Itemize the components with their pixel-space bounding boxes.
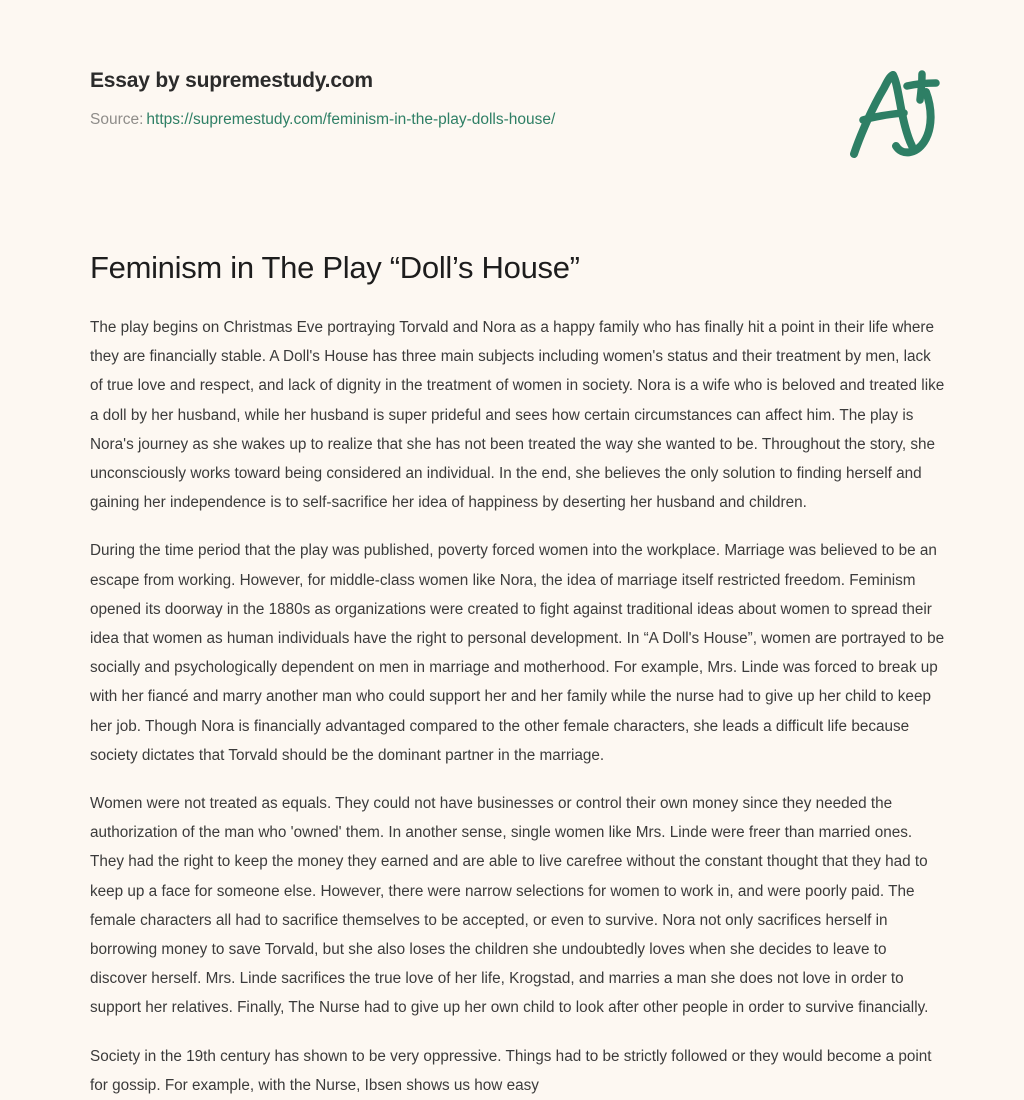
article-paragraph: During the time period that the play was published, poverty forced women into the workplace. Marriage was believed to be an escape from working. However, for middle-class women like Nora, the idea of marriage itself restricted freedom. Feminism opened its doorway in the 1880s as organizations were created to fight against traditional ideas about women to spread their idea that women as human individuals have the right to personal development. In “A Doll's House”, women are portrayed to be socially and psychologically dependent on men in marriage and motherhood. For example, Mrs. Linde was forced to break up with her fiancé and marry another man who could support her and her family while the nurse had to give up her child to keep her job. Though Nora is financially advantaged compared to the other female characters, she leads a difficult life because society dictates that Torvald should be the dominant partner in the marriage. xyxy=(90,542,945,764)
source-url-link[interactable]: https://supremestudy.com/feminism-in-the-play-dolls-house/ xyxy=(146,111,556,128)
essay-byline: Essay by supremestudy.com xyxy=(90,69,373,92)
article-paragraph: Women were not treated as equals. They could not have businesses or control their own money since they needed the authorization of the man who 'owned' them. In another sense, single women like Mrs. Linde were freer than married ones. They had the right to keep the money they earned and are able to live carefree without the constant thought that they had to keep up a face for someone else. However, there were narrow selections for women to work in, and were poorly paid. The female characters all had to sacrifice themselves to be accepted, or even to survive. Nora not only sacrifices herself in borrowing money to save Torvald, but she also loses the children she undoubtedly loves when she decides to leave to discover herself. Mrs. Linde sacrifices the true love of her life, Krogstad, and marries a man she does not love in order to support her relatives. Finally, The Nurse had to give up her own child to look after other people in order to survive financially. xyxy=(90,795,929,1017)
page-title: Feminism in The Play “Doll’s House” xyxy=(90,250,580,285)
article-paragraph: Society in the 19th century has shown to be very oppressive. Things had to be strictly followed or they would become a point for gossip. For example, with the Nurse, Ibsen shows us how easy xyxy=(90,1047,932,1094)
article-paragraph: The play begins on Christmas Eve portraying Torvald and Nora as a happy family who has finally hit a point in their life where they are financially stable. A Doll's House has three main subjects including women's status and their treatment by men, lack of true love and respect, and lack of dignity in the treatment of women in society. Nora is a wife who is beloved and treated like a doll by her husband, while her husband is super prideful and sees how certain circumstances can affect him. The play is Nora's journey as she wakes up to realize that she has not been treated the way she wanted to be. Throughout the story, she unconsciously works toward being considered an individual. In the end, she believes the only solution to finding herself and gaining her independence is to self-sacrifice her idea of happiness by deserting her husband and children. xyxy=(90,319,945,512)
article-body xyxy=(90,313,946,1100)
source-label: Source: xyxy=(90,111,144,128)
